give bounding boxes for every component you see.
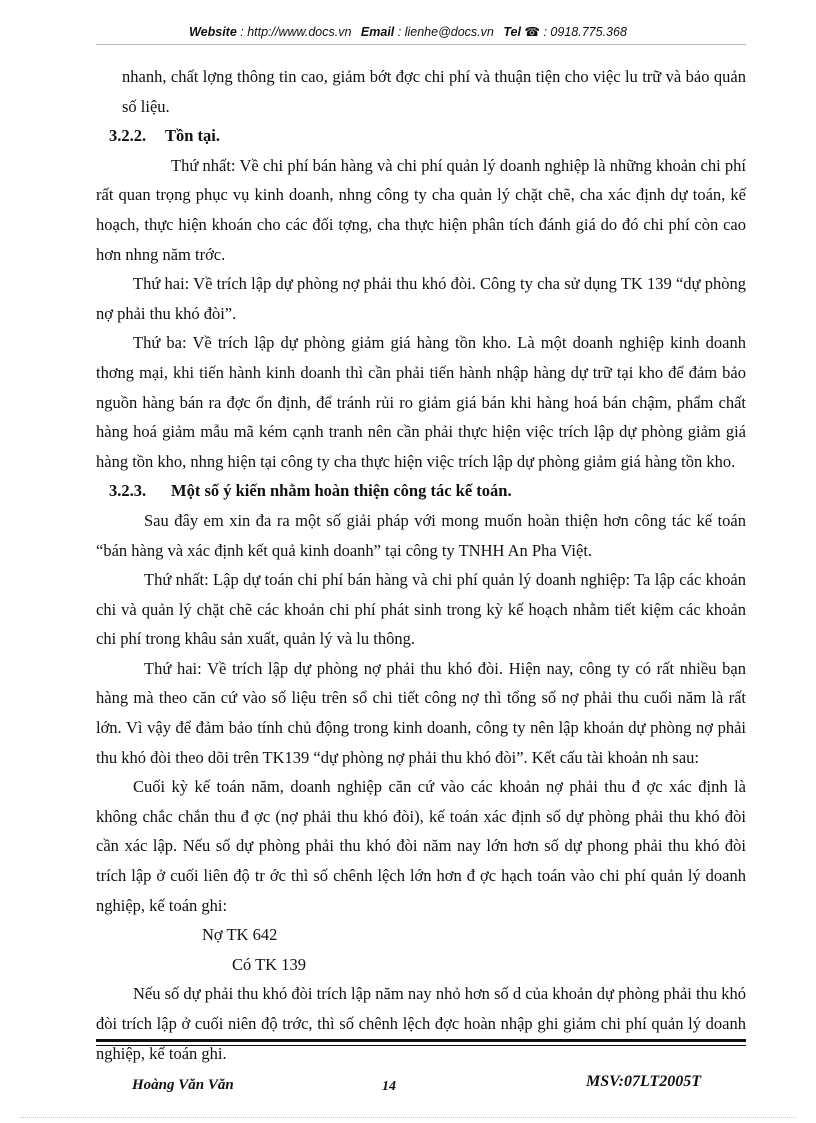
section-heading-3-2-3 [96, 476, 746, 506]
section-title: Tồn tại. [165, 126, 221, 146]
paragraph-second-solution: Thứ hai: Về trích lập dự phòng nợ phải thu khó đòi. Hiện nay, công ty có rất nhiều bạn hàng mà theo căn cứ vào số liệu trên sổ chi tiết công nợ thì tổng số nợ phải thu cuối năm là rất lớn. Vì vậy để đảm bảo tính chủ động trong kinh doanh, công ty nên lập khoản dự phòng nợ phải thu khó đòi theo dõi trên TK139 “dự phòng nợ phải thu khó đòi”. Kết cấu tài khoản nh sau: [96, 658, 746, 767]
phone-icon: ☎ [524, 25, 540, 39]
footer-thick-rule [96, 1039, 746, 1042]
student-id: MSV:07LT2005T [586, 1073, 701, 1090]
page-number: 14 [382, 1079, 396, 1094]
journal-entry-credit: Có TK 139 [232, 954, 306, 974]
paragraph-first-solution: Thứ nhất: Lập dự toán chi phí bán hàng và chi phí quản lý doanh nghiệp: Ta lập các khoản chi và quản lý chặt chẽ các khoản chi phí phát sinh trong kỳ kế hoạch nhằm tiết kiệm các khoản chi phí trong khâu sản xuất, quản lý và lu thông. [96, 570, 746, 649]
paragraph-continued: nhanh, chất lợng thông tin cao, giảm bớt đợc chi phí và thuận tiện cho việc lu trữ và bảo quản số liệu. [122, 67, 746, 116]
paragraph-year-end: Cuối kỳ kế toán năm, doanh nghiệp căn cứ vào các khoản nợ phải thu đ ợc xác định là không chắc chắn thu đ ợc (nợ phải thu khó đòi), kế toán xác định số dự phòng phải thu khó đòi cần xác lập. Nếu số dự phòng phải thu khó đòi năm nay lớn hơn số dự phong phải thu khó đòi trích lập ở cuối liên độ tr ớc thì số chênh lệch lớn hơn đ ợc hạch toán vào chi phí quản lý doanh nghiệp, kế toán ghi: [96, 777, 746, 915]
section-title: Một số ý kiến nhằm hoàn thiện công tác kế toán. [171, 481, 512, 501]
section-number: 3.2.3. [109, 481, 147, 501]
section-heading-3-2-2 [96, 121, 746, 151]
footer-thin-rule [96, 1045, 746, 1046]
section-number: 3.2.2. [109, 126, 147, 146]
email-label: Email [360, 25, 395, 39]
website-label: Website [189, 25, 237, 39]
page-bottom-dotted-line [20, 1117, 796, 1118]
journal-entry-debit: Nợ TK 642 [202, 925, 278, 945]
document-body [96, 62, 746, 1068]
email-address: : lienhe@docs.vn [397, 25, 494, 39]
paragraph-reversal: Nếu số dự phải thu khó đòi trích lập năm nay nhỏ hơn số d của khoản dự phòng phải thu khó đòi trích lập ở cuối niên độ trớc, thì số chênh lệch đợc hoàn nhập ghi giảm chi phí quản lý doanh nghiệp, kế toán ghi. [96, 984, 746, 1063]
header-divider [96, 44, 746, 45]
tel-label: Tel [503, 25, 521, 39]
paragraph-second-issue: Thứ hai: Về trích lập dự phòng nợ phải thu khó đòi. Công ty cha sử dụng TK 139 “dự phòng nợ phải thu khó đòi”. [96, 274, 746, 323]
footer-author: Hoàng Văn Văn [132, 1077, 234, 1093]
paragraph-first-issue: Thứ nhất: Về chi phí bán hàng và chi phí quản lý doanh nghiệp là những khoản chi phí rất quan trọng phục vụ kinh doanh, nhng công ty cha quản lý chặt chẽ, cha xác định dự toán, kế hoạch, thực hiện khoán cho các đối tợng, cha thực hiện phân tích đánh giá do đó chi phí còn cao hơn nhng năm trớc. [96, 155, 746, 264]
paragraph-intro-solutions: Sau đây em xin đa ra một số giải pháp với mong muốn hoàn thiện hơn công tác kế toán “bán hàng và xác định kết quả kinh doanh” tại công ty TNHH An Pha Việt. [96, 510, 746, 560]
paragraph-third-issue: Thứ ba: Về trích lập dự phòng giảm giá hàng tồn kho. Là một doanh nghiệp kinh doanh thơng mại, khi tiến hành kinh doanh thì cần phải tiến hành nhập hàng dự trữ tại kho để đảm bảo nguồn hàng bán ra đợc ổn định, để tránh rủi ro giảm giá bán khi hàng hoá bán chậm, phẩm chất hàng hoá giảm mẫu mã kém cạnh tranh nên cần phải thực hiện việc trích lập dự phòng giảm giá hàng tồn kho, nhng hiện tại công ty cha thực hiện việc trích lập dự phòng giảm giá hàng tồn kho. [96, 333, 746, 471]
website-url: : http://www.docs.vn [240, 25, 352, 39]
page-header [0, 24, 816, 39]
tel-number: : 0918.775.368 [543, 25, 627, 39]
